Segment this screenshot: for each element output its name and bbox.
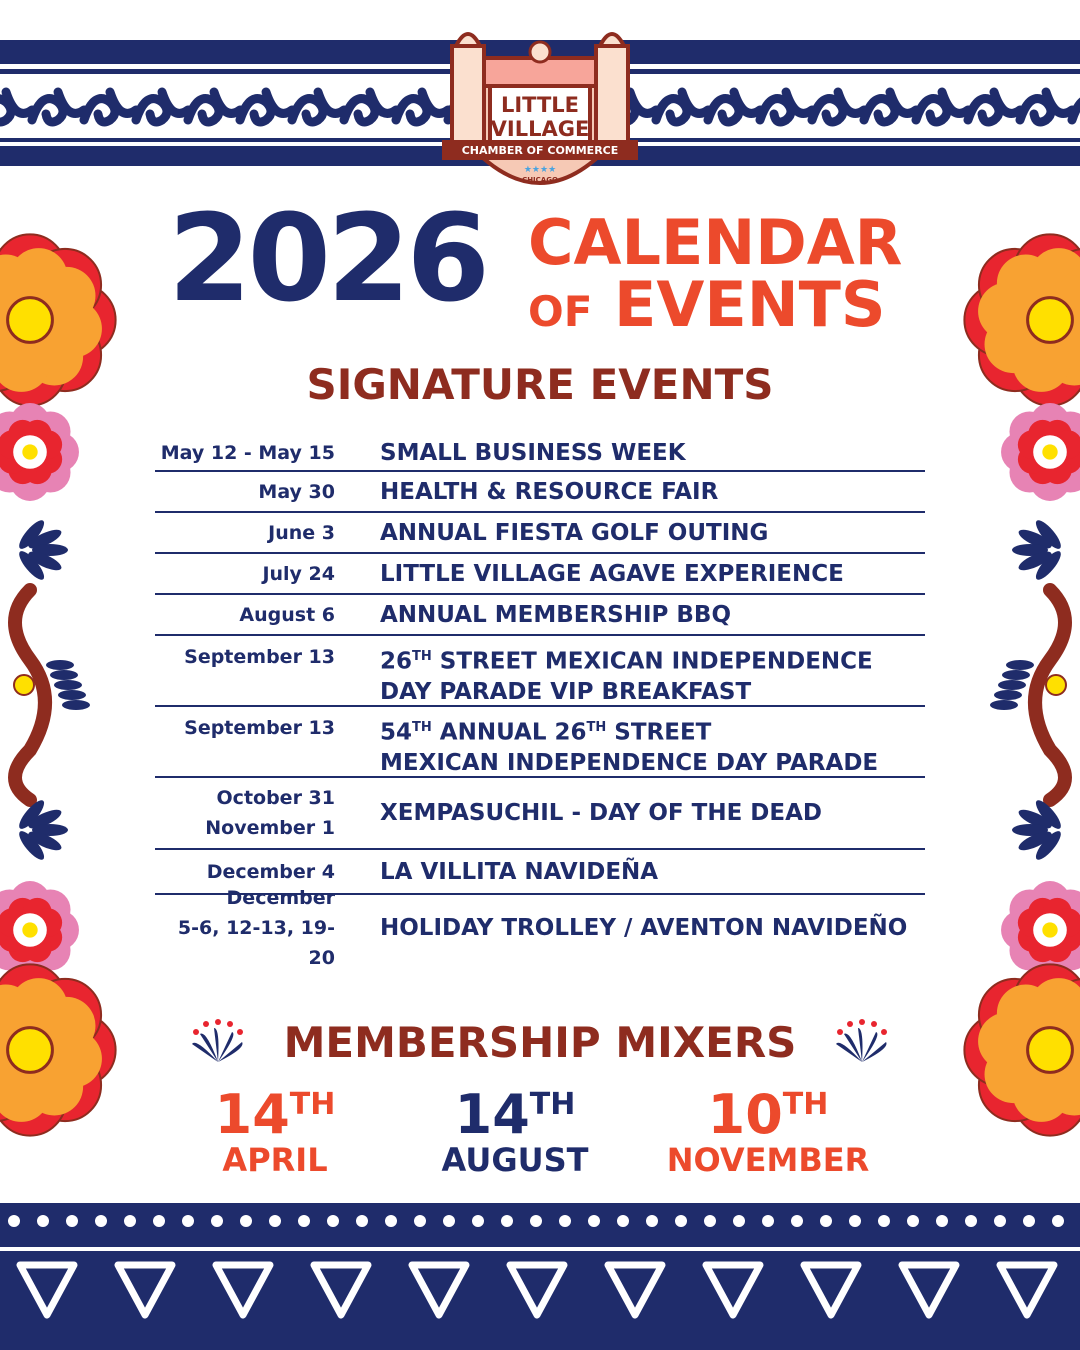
event-name: LITTLE VILLAGE AGAVE EXPERIENCE [380, 560, 844, 587]
event-date: August 6 [239, 603, 335, 626]
table-row [155, 513, 925, 554]
year-heading: 2026 [168, 190, 486, 329]
event-name: ANNUAL MEMBERSHIP BBQ [380, 601, 732, 628]
event-name: HEALTH & RESOURCE FAIR [380, 478, 719, 505]
table-row [155, 472, 925, 513]
mixer-date: 14TH AUGUST [441, 1083, 589, 1179]
table-row [155, 887, 925, 969]
event-date: May 12 - May 15 [160, 442, 335, 464]
logo-banner: CHAMBER OF COMMERCE [461, 144, 619, 157]
membership-mixers-title: MEMBERSHIP MIXERS [283, 1018, 797, 1067]
logo-line1: LITTLE [500, 93, 580, 117]
event-name: ANNUAL FIESTA GOLF OUTING [380, 519, 769, 546]
table-row [155, 707, 925, 778]
calendar-word: CALENDAR [528, 206, 903, 279]
event-date: December 5-6, 12-13, 19-20 [177, 887, 335, 969]
logo-line2: VILLAGE [490, 117, 590, 141]
event-date: May 30 [258, 480, 335, 503]
chamber-logo [440, 18, 640, 190]
event-name: LA VILLITA NAVIDEÑA [380, 858, 659, 885]
event-date: December 4 [206, 860, 335, 883]
table-row [155, 554, 925, 595]
table-row [155, 778, 925, 850]
calendar-heading [528, 206, 903, 341]
event-date: September 13 [184, 646, 335, 668]
event-date: September 13 [184, 717, 335, 739]
mixer-date: 10TH NOVEMBER [666, 1083, 870, 1179]
event-name: XEMPASUCHIL - DAY OF THE DEAD [380, 800, 822, 826]
logo-stars: ★★★★ [523, 165, 557, 175]
of-word: OF [528, 287, 593, 336]
event-date: October 31 November 1 [205, 787, 335, 839]
table-row [155, 636, 925, 707]
event-name: HOLIDAY TROLLEY / AVENTON NAVIDEÑO [380, 915, 908, 941]
events-word: EVENTS [614, 268, 886, 341]
logo-city: CHICAGO [522, 176, 558, 184]
event-name: 26TH STREET MEXICAN INDEPENDENCE DAY PARADE VIP BREAKFAST [380, 648, 873, 705]
table-row [155, 595, 925, 636]
events-table [155, 436, 925, 969]
event-name: 54TH ANNUAL 26TH STREET MEXICAN INDEPENDENCE DAY PARADE [380, 719, 879, 776]
mixer-date: 14TH APRIL [214, 1083, 336, 1179]
signature-events-title: SIGNATURE EVENTS [306, 360, 774, 409]
event-date: July 24 [262, 562, 335, 585]
bottom-decorative-band [0, 1203, 1080, 1350]
event-name: SMALL BUSINESS WEEK [380, 440, 686, 466]
event-date: June 3 [268, 521, 335, 544]
table-row [155, 436, 925, 472]
